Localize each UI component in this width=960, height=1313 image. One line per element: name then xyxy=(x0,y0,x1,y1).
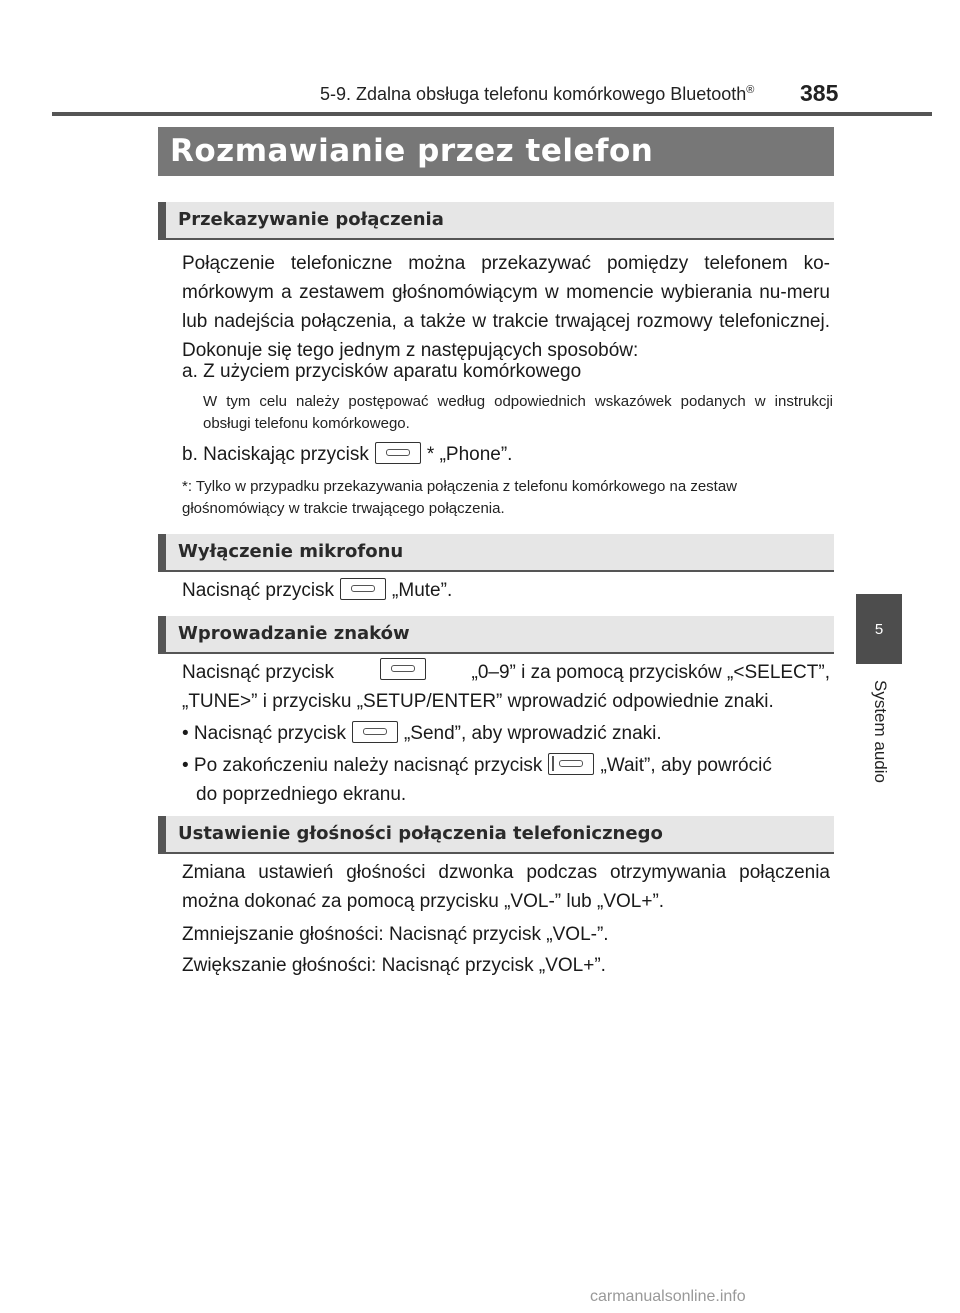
volume-increase: Zwiększanie głośności: Nacisnąć przycisk „VOL+”. xyxy=(182,955,606,976)
input-line1-prefix: Nacisnąć przycisk xyxy=(182,662,335,683)
page-number: 385 xyxy=(800,80,839,106)
chapter-tab xyxy=(856,594,902,664)
option-b-prefix: b. Naciskając przycisk xyxy=(182,444,369,465)
footnote: *: Tylko w przypadku przekazywania połączenia z telefonu komórkowego na zestaw głośnomówiący w trakcie trwającego połączenia. xyxy=(182,478,738,517)
volume-body: Zmiana ustawień głośności dzwonka podczas otrzymywania połączenia można dokonać za pomocą przycisku „VOL-” lub „VOL+”. xyxy=(182,862,830,912)
bullet-send xyxy=(182,719,662,748)
mute-suffix: „Mute”. xyxy=(392,580,453,601)
heading-input: Wprowadzanie znaków xyxy=(158,616,834,654)
mute-button-icon xyxy=(340,578,386,600)
bullet-wait-prefix: • Po zakończeniu należy nacisnąć przycisk xyxy=(182,755,543,776)
registered-mark: ® xyxy=(746,84,755,96)
input-line2: „TUNE>” i przycisku „SETUP/ENTER” wprowadzić odpowiednie znaki. xyxy=(182,691,774,712)
send-button-icon xyxy=(352,721,398,743)
heading-mute: Wyłączenie mikrofonu xyxy=(158,534,834,572)
chapter-number: 5 xyxy=(874,620,884,638)
transfer-body: Połączenie telefoniczne można przekazywać pomiędzy telefonem ko-mórkowym a zestawem głośnomówiącym w momencie wybierania nu-meru lub nadejścia połączenia, a także w trakcie trwającej rozmowy telefonicznej. Dokonuje się tego jednym z następujących sposobów: xyxy=(182,253,830,361)
mute-prefix: Nacisnąć przycisk xyxy=(182,580,335,601)
input-line1 xyxy=(182,658,830,687)
watermark: carmanualsonline.info xyxy=(590,1288,746,1305)
option-a-note: W tym celu należy postępować według odpowiednich wskazówek podanych w instrukcji obsługi telefonu komórkowego. xyxy=(203,393,833,432)
heading-volume: Ustawienie głośności połączenia telefonicznego xyxy=(158,816,834,854)
wait-button-icon xyxy=(548,753,594,775)
bullet-send-suffix: „Send”, aby wprowadzić znaki. xyxy=(403,723,662,744)
volume-decrease: Zmniejszanie głośności: Nacisnąć przycisk „VOL-”. xyxy=(182,924,609,945)
bullet-send-prefix: • Nacisnąć przycisk xyxy=(182,723,346,744)
digits-button-icon xyxy=(380,658,426,680)
option-b-suffix: * „Phone”. xyxy=(426,444,513,465)
bullet-wait-suffix: „Wait”, aby powrócić xyxy=(600,755,772,776)
phone-button-icon xyxy=(375,442,421,464)
option-b xyxy=(182,440,512,469)
running-header xyxy=(320,84,754,105)
chapter-label: System audio xyxy=(871,680,890,783)
section-title: 5-9. Zdalna obsługa telefonu komórkowego Bluetooth xyxy=(320,84,747,104)
header-rule xyxy=(52,112,932,116)
option-a: a. Z użyciem przycisków aparatu komórkowego xyxy=(182,361,582,382)
heading-transfer: Przekazywanie połączenia xyxy=(158,202,834,240)
bullet-wait xyxy=(182,751,772,780)
bullet-wait-line2: do poprzedniego ekranu. xyxy=(196,784,407,805)
page-title: Rozmawianie przez telefon xyxy=(158,127,834,176)
input-line1-suffix: „0–9” i za pomocą przycisków „<SELECT”, xyxy=(471,662,830,683)
mute-instruction xyxy=(182,576,452,605)
